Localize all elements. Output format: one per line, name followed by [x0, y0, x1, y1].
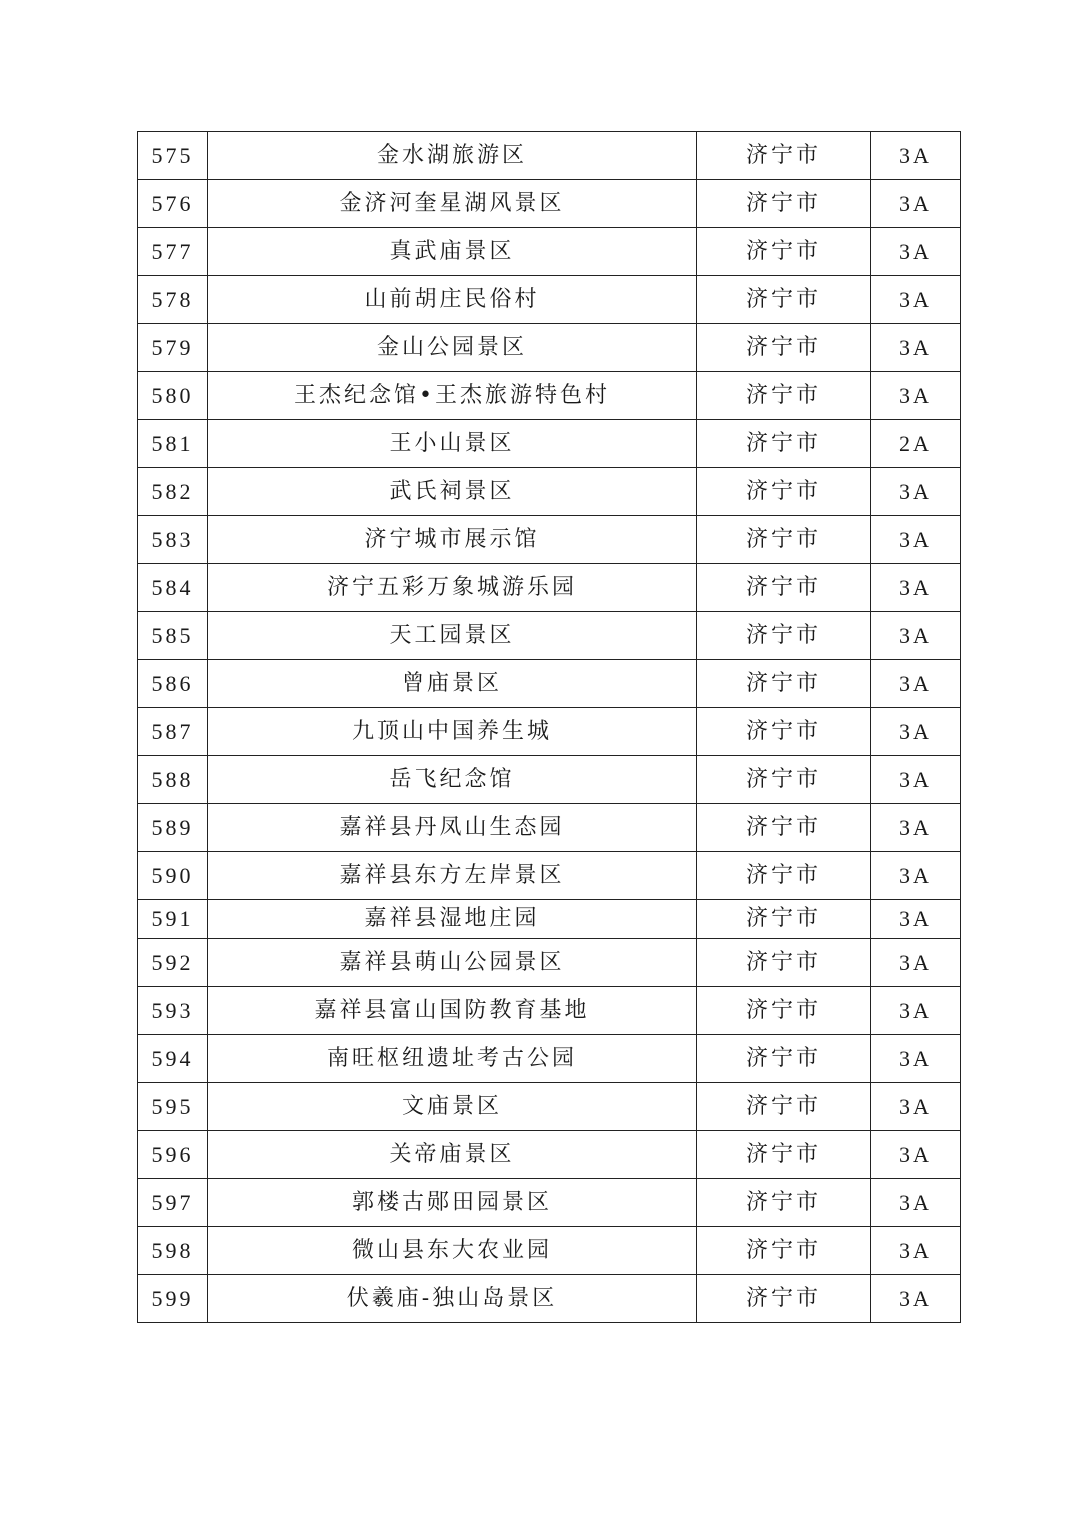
row-number: 593	[138, 987, 208, 1035]
row-number: 594	[138, 1035, 208, 1083]
grade-level: 3A	[871, 708, 961, 756]
city-name: 济宁市	[697, 939, 871, 987]
grade-level: 2A	[871, 420, 961, 468]
row-number: 598	[138, 1227, 208, 1275]
scenic-area-name: 九顶山中国养生城	[208, 708, 697, 756]
scenic-area-name: 嘉祥县东方左岸景区	[208, 852, 697, 900]
scenic-area-name: 岳飞纪念馆	[208, 756, 697, 804]
scenic-area-name: 济宁五彩万象城游乐园	[208, 564, 697, 612]
table-row	[138, 756, 961, 804]
city-name: 济宁市	[697, 1131, 871, 1179]
scenic-area-name: 嘉祥县湿地庄园	[208, 900, 697, 939]
row-number: 583	[138, 516, 208, 564]
scenic-area-name: 嘉祥县萌山公园景区	[208, 939, 697, 987]
scenic-area-name: 金济河奎星湖风景区	[208, 180, 697, 228]
city-name: 济宁市	[697, 324, 871, 372]
table-row	[138, 900, 961, 939]
row-number: 580	[138, 372, 208, 420]
table-row	[138, 324, 961, 372]
row-number: 591	[138, 900, 208, 939]
city-name: 济宁市	[697, 900, 871, 939]
table-row	[138, 1227, 961, 1275]
grade-level: 3A	[871, 228, 961, 276]
grade-level: 3A	[871, 852, 961, 900]
city-name: 济宁市	[697, 132, 871, 180]
table-row	[138, 420, 961, 468]
table-row	[138, 852, 961, 900]
city-name: 济宁市	[697, 180, 871, 228]
grade-level: 3A	[871, 939, 961, 987]
table-row	[138, 939, 961, 987]
city-name: 济宁市	[697, 1179, 871, 1227]
row-number: 589	[138, 804, 208, 852]
grade-level: 3A	[871, 468, 961, 516]
city-name: 济宁市	[697, 372, 871, 420]
table-row	[138, 987, 961, 1035]
scenic-area-name: 南旺枢纽遗址考古公园	[208, 1035, 697, 1083]
row-number: 577	[138, 228, 208, 276]
grade-level: 3A	[871, 372, 961, 420]
scenic-area-name: 微山县东大农业园	[208, 1227, 697, 1275]
grade-level: 3A	[871, 1083, 961, 1131]
scenic-area-table	[137, 131, 961, 1323]
city-name: 济宁市	[697, 852, 871, 900]
row-number: 587	[138, 708, 208, 756]
scenic-area-name: 文庙景区	[208, 1083, 697, 1131]
scenic-area-name: 王杰纪念馆•王杰旅游特色村	[208, 372, 697, 420]
grade-level: 3A	[871, 1179, 961, 1227]
scenic-area-name: 济宁城市展示馆	[208, 516, 697, 564]
scenic-area-name: 真武庙景区	[208, 228, 697, 276]
table-row	[138, 804, 961, 852]
scenic-area-name: 武氏祠景区	[208, 468, 697, 516]
table-row	[138, 564, 961, 612]
grade-level: 3A	[871, 1275, 961, 1323]
grade-level: 3A	[871, 1227, 961, 1275]
grade-level: 3A	[871, 180, 961, 228]
grade-level: 3A	[871, 804, 961, 852]
scenic-area-name: 郭楼古郧田园景区	[208, 1179, 697, 1227]
scenic-area-name: 嘉祥县丹凤山生态园	[208, 804, 697, 852]
table-row	[138, 372, 961, 420]
city-name: 济宁市	[697, 564, 871, 612]
row-number: 597	[138, 1179, 208, 1227]
city-name: 济宁市	[697, 1083, 871, 1131]
row-number: 578	[138, 276, 208, 324]
grade-level: 3A	[871, 660, 961, 708]
table-row	[138, 612, 961, 660]
city-name: 济宁市	[697, 756, 871, 804]
table-row	[138, 660, 961, 708]
table-row	[138, 1035, 961, 1083]
table-row	[138, 1179, 961, 1227]
table-row	[138, 1275, 961, 1323]
city-name: 济宁市	[697, 468, 871, 516]
row-number: 586	[138, 660, 208, 708]
scenic-area-name: 天工园景区	[208, 612, 697, 660]
table-row	[138, 468, 961, 516]
row-number: 576	[138, 180, 208, 228]
table-row	[138, 132, 961, 180]
city-name: 济宁市	[697, 1227, 871, 1275]
scenic-area-name: 金水湖旅游区	[208, 132, 697, 180]
grade-level: 3A	[871, 900, 961, 939]
scenic-area-name: 曾庙景区	[208, 660, 697, 708]
city-name: 济宁市	[697, 804, 871, 852]
city-name: 济宁市	[697, 516, 871, 564]
table-body	[138, 132, 961, 1323]
grade-level: 3A	[871, 756, 961, 804]
row-number: 585	[138, 612, 208, 660]
scenic-area-name: 王小山景区	[208, 420, 697, 468]
row-number: 579	[138, 324, 208, 372]
scenic-area-name: 山前胡庄民俗村	[208, 276, 697, 324]
table-row	[138, 516, 961, 564]
city-name: 济宁市	[697, 612, 871, 660]
table-row	[138, 180, 961, 228]
row-number: 582	[138, 468, 208, 516]
grade-level: 3A	[871, 1035, 961, 1083]
grade-level: 3A	[871, 324, 961, 372]
row-number: 588	[138, 756, 208, 804]
scenic-area-name: 关帝庙景区	[208, 1131, 697, 1179]
table-row	[138, 1131, 961, 1179]
row-number: 581	[138, 420, 208, 468]
scenic-area-name: 伏羲庙-独山岛景区	[208, 1275, 697, 1323]
grade-level: 3A	[871, 1131, 961, 1179]
row-number: 590	[138, 852, 208, 900]
city-name: 济宁市	[697, 420, 871, 468]
city-name: 济宁市	[697, 987, 871, 1035]
city-name: 济宁市	[697, 1035, 871, 1083]
row-number: 575	[138, 132, 208, 180]
city-name: 济宁市	[697, 660, 871, 708]
grade-level: 3A	[871, 987, 961, 1035]
city-name: 济宁市	[697, 1275, 871, 1323]
grade-level: 3A	[871, 612, 961, 660]
row-number: 595	[138, 1083, 208, 1131]
row-number: 596	[138, 1131, 208, 1179]
table-row	[138, 276, 961, 324]
table-row	[138, 228, 961, 276]
row-number: 592	[138, 939, 208, 987]
row-number: 584	[138, 564, 208, 612]
grade-level: 3A	[871, 564, 961, 612]
table-row	[138, 708, 961, 756]
scenic-area-name: 嘉祥县富山国防教育基地	[208, 987, 697, 1035]
city-name: 济宁市	[697, 228, 871, 276]
city-name: 济宁市	[697, 276, 871, 324]
table-row	[138, 1083, 961, 1131]
grade-level: 3A	[871, 516, 961, 564]
grade-level: 3A	[871, 132, 961, 180]
grade-level: 3A	[871, 276, 961, 324]
city-name: 济宁市	[697, 708, 871, 756]
row-number: 599	[138, 1275, 208, 1323]
scenic-area-name: 金山公园景区	[208, 324, 697, 372]
